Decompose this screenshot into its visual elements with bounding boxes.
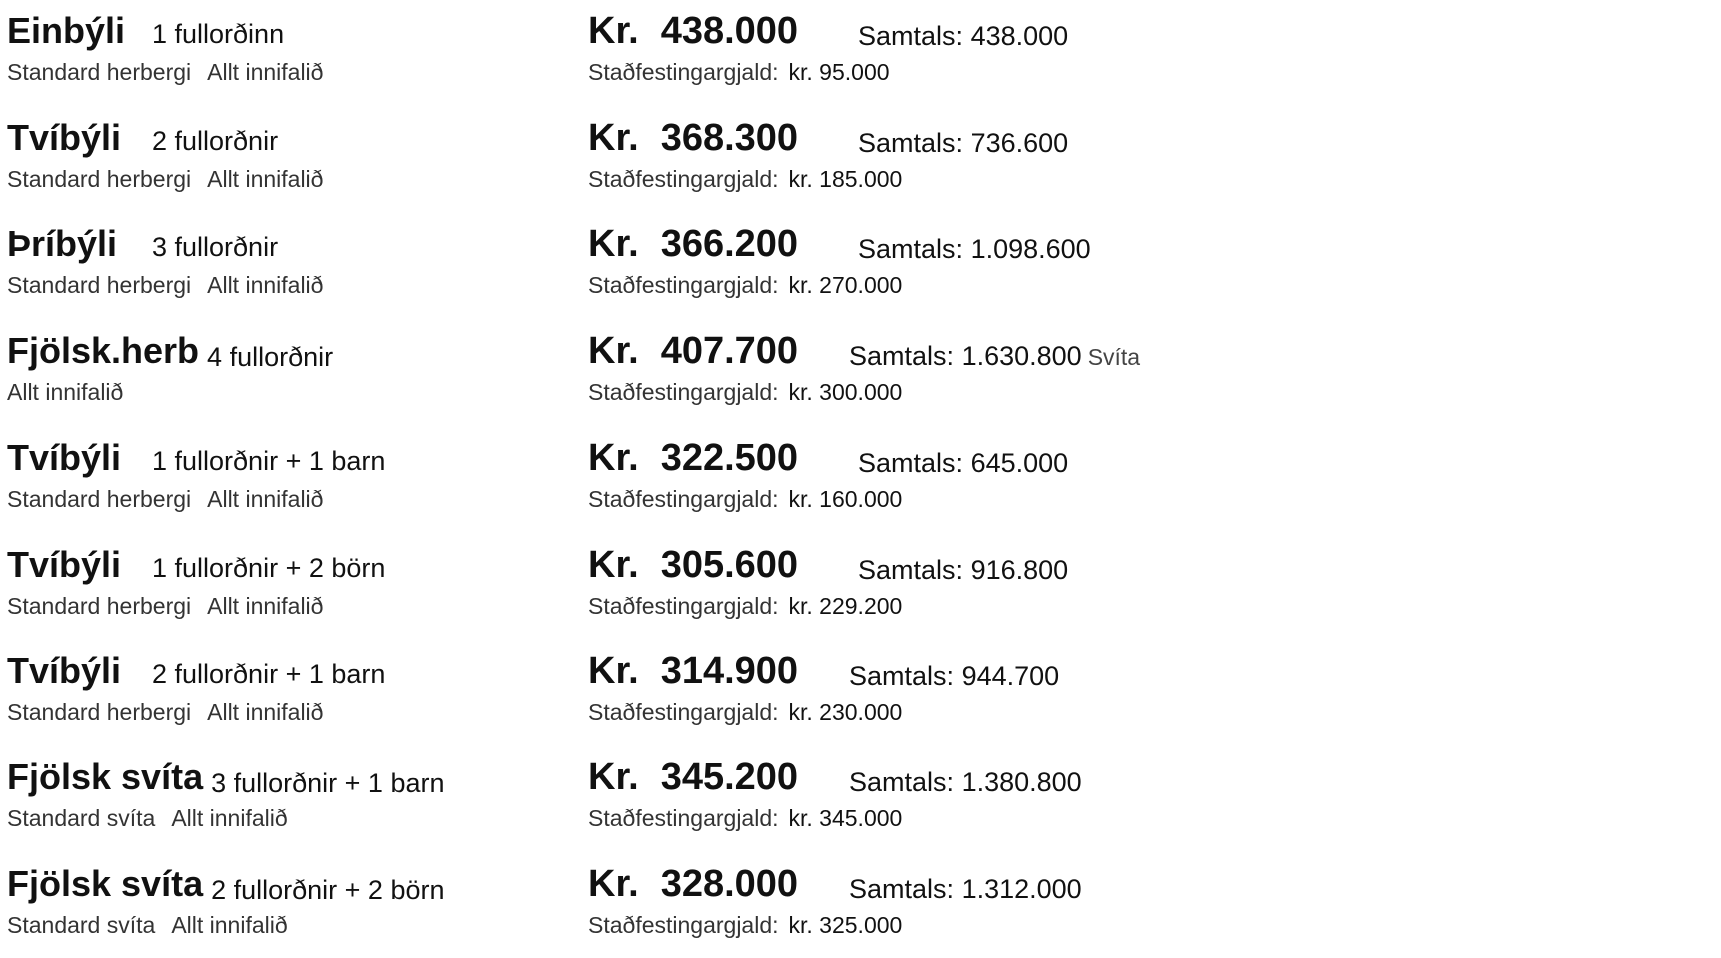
price-per-person: 438.000 [660,10,799,52]
pricing-info [588,432,1708,514]
price-per-person: 322.500 [660,437,799,479]
total-price [849,863,1082,915]
room-type: Einbýli [7,10,126,51]
total-price [858,223,1091,275]
deposit-label: Staðfestingargjald: [588,593,779,619]
room-info [7,645,577,727]
currency-label: Kr. [588,863,639,905]
total-label: Samtals: [849,341,955,371]
price-per-person: 305.600 [660,544,799,586]
currency-label: Kr. [588,544,639,586]
board-type: Allt innifalið [171,805,288,831]
price-row [0,5,1721,105]
price-per-person: 366.200 [660,223,799,265]
room-type: Tvíbýli [7,437,122,478]
currency-label: Kr. [588,117,639,159]
total-price [849,330,1140,383]
total-value: 944.700 [961,661,1060,691]
price-row [0,218,1721,318]
deposit-label: Staðfestingargjald: [588,805,779,831]
room-class: Standard herbergi [7,486,192,512]
board-type: Allt innifalið [207,272,324,298]
currency-label: Kr. [588,650,639,692]
total-value: 1.630.800 [961,341,1082,371]
price-row [0,858,1721,958]
total-value: 736.600 [970,128,1069,158]
total-value: 438.000 [970,21,1069,51]
total-label: Samtals: [849,661,955,691]
total-label: Samtals: [858,234,964,264]
deposit-value: kr. 160.000 [788,486,903,512]
currency-label: Kr. [588,756,639,798]
room-class: Standard herbergi [7,272,192,298]
guest-count: 1 fullorðinn [152,19,285,49]
price-per-person: 328.000 [660,863,799,905]
price-per-person: 407.700 [660,330,799,372]
price-per-person: 368.300 [660,117,799,159]
price-row [0,112,1721,212]
room-info [7,112,577,194]
deposit-label: Staðfestingargjald: [588,486,779,512]
guest-count: 3 fullorðnir + 1 barn [211,768,445,798]
board-type: Allt innifalið [7,379,124,405]
room-class: Standard svíta [7,805,156,831]
total-price [858,544,1068,596]
room-info [7,539,577,621]
total-price [858,117,1068,169]
price-row [0,325,1721,425]
total-value: 1.380.800 [961,767,1082,797]
board-type: Allt innifalið [207,59,324,85]
room-class: Standard herbergi [7,699,192,725]
price-row [0,645,1721,745]
guest-count: 2 fullorðnir + 1 barn [152,659,386,689]
deposit-value: kr. 230.000 [788,699,903,725]
total-value: 645.000 [970,448,1069,478]
board-type: Allt innifalið [207,699,324,725]
total-label: Samtals: [858,555,964,585]
room-class: Standard svíta [7,912,156,938]
room-type: Tvíbýli [7,117,122,158]
deposit-value: kr. 95.000 [788,59,890,85]
pricing-info [588,218,1708,300]
total-label: Samtals: [858,128,964,158]
pricing-info [588,645,1708,727]
deposit-label: Staðfestingargjald: [588,59,779,85]
total-price [858,10,1068,62]
deposit-label: Staðfestingargjald: [588,272,779,298]
pricing-info [588,325,1708,407]
total-label: Samtals: [858,448,964,478]
guest-count: 4 fullorðnir [207,342,334,372]
pricing-info [588,5,1708,87]
deposit-label: Staðfestingargjald: [588,912,779,938]
deposit-label: Staðfestingargjald: [588,166,779,192]
total-value: 916.800 [970,555,1069,585]
price-row [0,751,1721,851]
suite-note: Svíta [1087,344,1141,370]
deposit-label: Staðfestingargjald: [588,379,779,405]
currency-label: Kr. [588,10,639,52]
currency-label: Kr. [588,437,639,479]
room-type: Fjölsk svíta [7,863,204,904]
total-label: Samtals: [849,874,955,904]
pricing-info [588,539,1708,621]
room-type: Tvíbýli [7,544,122,585]
price-row [0,539,1721,639]
deposit-value: kr. 325.000 [788,912,903,938]
pricing-info [588,751,1708,833]
deposit-value: kr. 185.000 [788,166,903,192]
guest-count: 3 fullorðnir [152,232,279,262]
total-value: 1.312.000 [961,874,1082,904]
room-info [7,325,577,407]
room-info [7,5,577,87]
room-info [7,858,577,940]
price-per-person: 345.200 [660,756,799,798]
total-label: Samtals: [849,767,955,797]
price-row [0,432,1721,532]
currency-label: Kr. [588,330,639,372]
room-type: Fjölsk.herb [7,330,200,371]
currency-label: Kr. [588,223,639,265]
room-type: Fjölsk svíta [7,756,204,797]
guest-count: 1 fullorðnir + 2 börn [152,553,386,583]
room-type: Þríbýli [7,223,118,264]
board-type: Allt innifalið [207,593,324,619]
board-type: Allt innifalið [171,912,288,938]
board-type: Allt innifalið [207,486,324,512]
room-class: Standard herbergi [7,593,192,619]
room-info [7,218,577,300]
room-info [7,432,577,514]
guest-count: 2 fullorðnir + 2 börn [211,875,445,905]
pricing-info [588,112,1708,194]
total-label: Samtals: [858,21,964,51]
room-class: Standard herbergi [7,59,192,85]
room-class: Standard herbergi [7,166,192,192]
board-type: Allt innifalið [207,166,324,192]
total-price [858,437,1068,489]
total-price [849,756,1082,808]
total-price [849,650,1059,702]
deposit-label: Staðfestingargjald: [588,699,779,725]
room-type: Tvíbýli [7,650,122,691]
total-value: 1.098.600 [970,234,1091,264]
deposit-value: kr. 300.000 [788,379,903,405]
room-info [7,751,577,833]
deposit-value: kr. 270.000 [788,272,903,298]
price-per-person: 314.900 [660,650,799,692]
guest-count: 2 fullorðnir [152,126,279,156]
deposit-value: kr. 345.000 [788,805,903,831]
guest-count: 1 fullorðnir + 1 barn [152,446,386,476]
deposit-value: kr. 229.200 [788,593,903,619]
pricing-info [588,858,1708,940]
